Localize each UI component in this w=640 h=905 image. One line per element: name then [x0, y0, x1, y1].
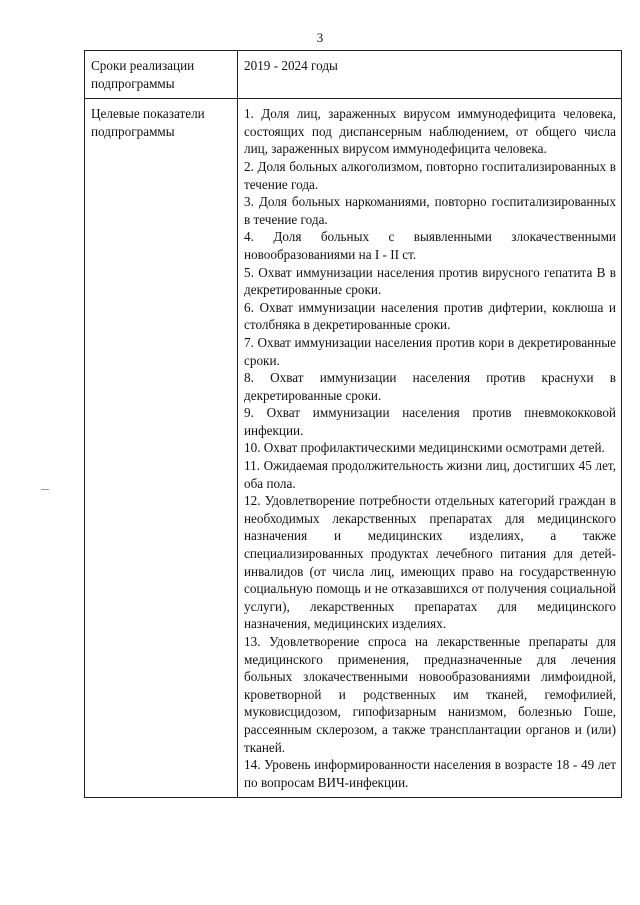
target-item-6: 6. Охват иммунизации населения против дифтерии, коклюша и столбняка в декретированные сроки.: [244, 299, 616, 333]
target-item-4: 4. Доля больных с выявленными злокачественными новообразованиями на I - II ст.: [244, 229, 616, 262]
target-item-2: 2. Доля больных алкоголизмом, повторно госпитализированных в течение года.: [244, 158, 616, 192]
target-item-5: 5. Охват иммунизации населения против вирусного гепатита В в декретированные сроки.: [244, 264, 616, 298]
target-item-1: 1. Доля лиц, зараженных вирусом иммунодефицита человека, состоящих под диспансерным наблюдением, от общего числа лиц, зараженных вирусом иммунодефицита человека.: [244, 106, 616, 157]
passport-table: [84, 50, 622, 798]
target-item-3: 3. Доля больных наркоманиями, повторно госпитализированных в течение года.: [244, 194, 616, 227]
target-item-7: 7. Охват иммунизации населения против кори в декретированные сроки.: [244, 334, 616, 368]
row-label-implementation-period: Сроки реализации подпрограммы: [85, 51, 238, 99]
margin-mark: [41, 489, 49, 490]
target-indicators-list: [238, 99, 622, 798]
target-item-12: 12. Удовлетворение потребности отдельных категорий граждан в необходимых лекарственных препаратах для медицинского назначения и медицинских изделиях, а также специализированных продуктах лечебного питания для детей-инвалидов (от числа лиц, имеющих право на государственную социальную помощь и не отказавшихся от получения социальной услуги), лекарственных препаратах для медицинского назначения, медицинских изделиях.: [244, 493, 616, 632]
table-row-target-indicators: [85, 99, 622, 798]
target-item-10: 10. Охват профилактическими медицинскими осмотрами детей.: [244, 440, 605, 456]
row-value-implementation-period: 2019 - 2024 годы: [238, 51, 622, 99]
page-number: 3: [316, 30, 324, 45]
table-row-implementation-period: [85, 51, 622, 99]
row-label-target-indicators: Целевые показатели подпрограммы: [85, 99, 238, 798]
target-item-14: 14. Уровень информированности населения в возрасте 18 - 49 лет по вопросам ВИЧ-инфекции.: [244, 757, 616, 790]
target-item-11: 11. Ожидаемая продолжительность жизни лиц, достигших 45 лет, оба пола.: [244, 458, 616, 491]
target-item-9: 9. Охват иммунизации населения против пневмококковой инфекции.: [244, 405, 616, 438]
target-item-8: 8. Охват иммунизации населения против краснухи в декретированные сроки.: [244, 370, 616, 403]
target-item-13: 13. Удовлетворение спроса на лекарственные препараты для медицинского применения, предназначенные для лечения больных злокачественными новообразованиями лимфоидной, кроветворной и родственных им тканей, гемофилией, муковисцидозом, гипофизарным нанизмом, болезнью Гоше, рассеянным склерозом, а также трансплантации органов и (или) тканей.: [244, 634, 616, 755]
